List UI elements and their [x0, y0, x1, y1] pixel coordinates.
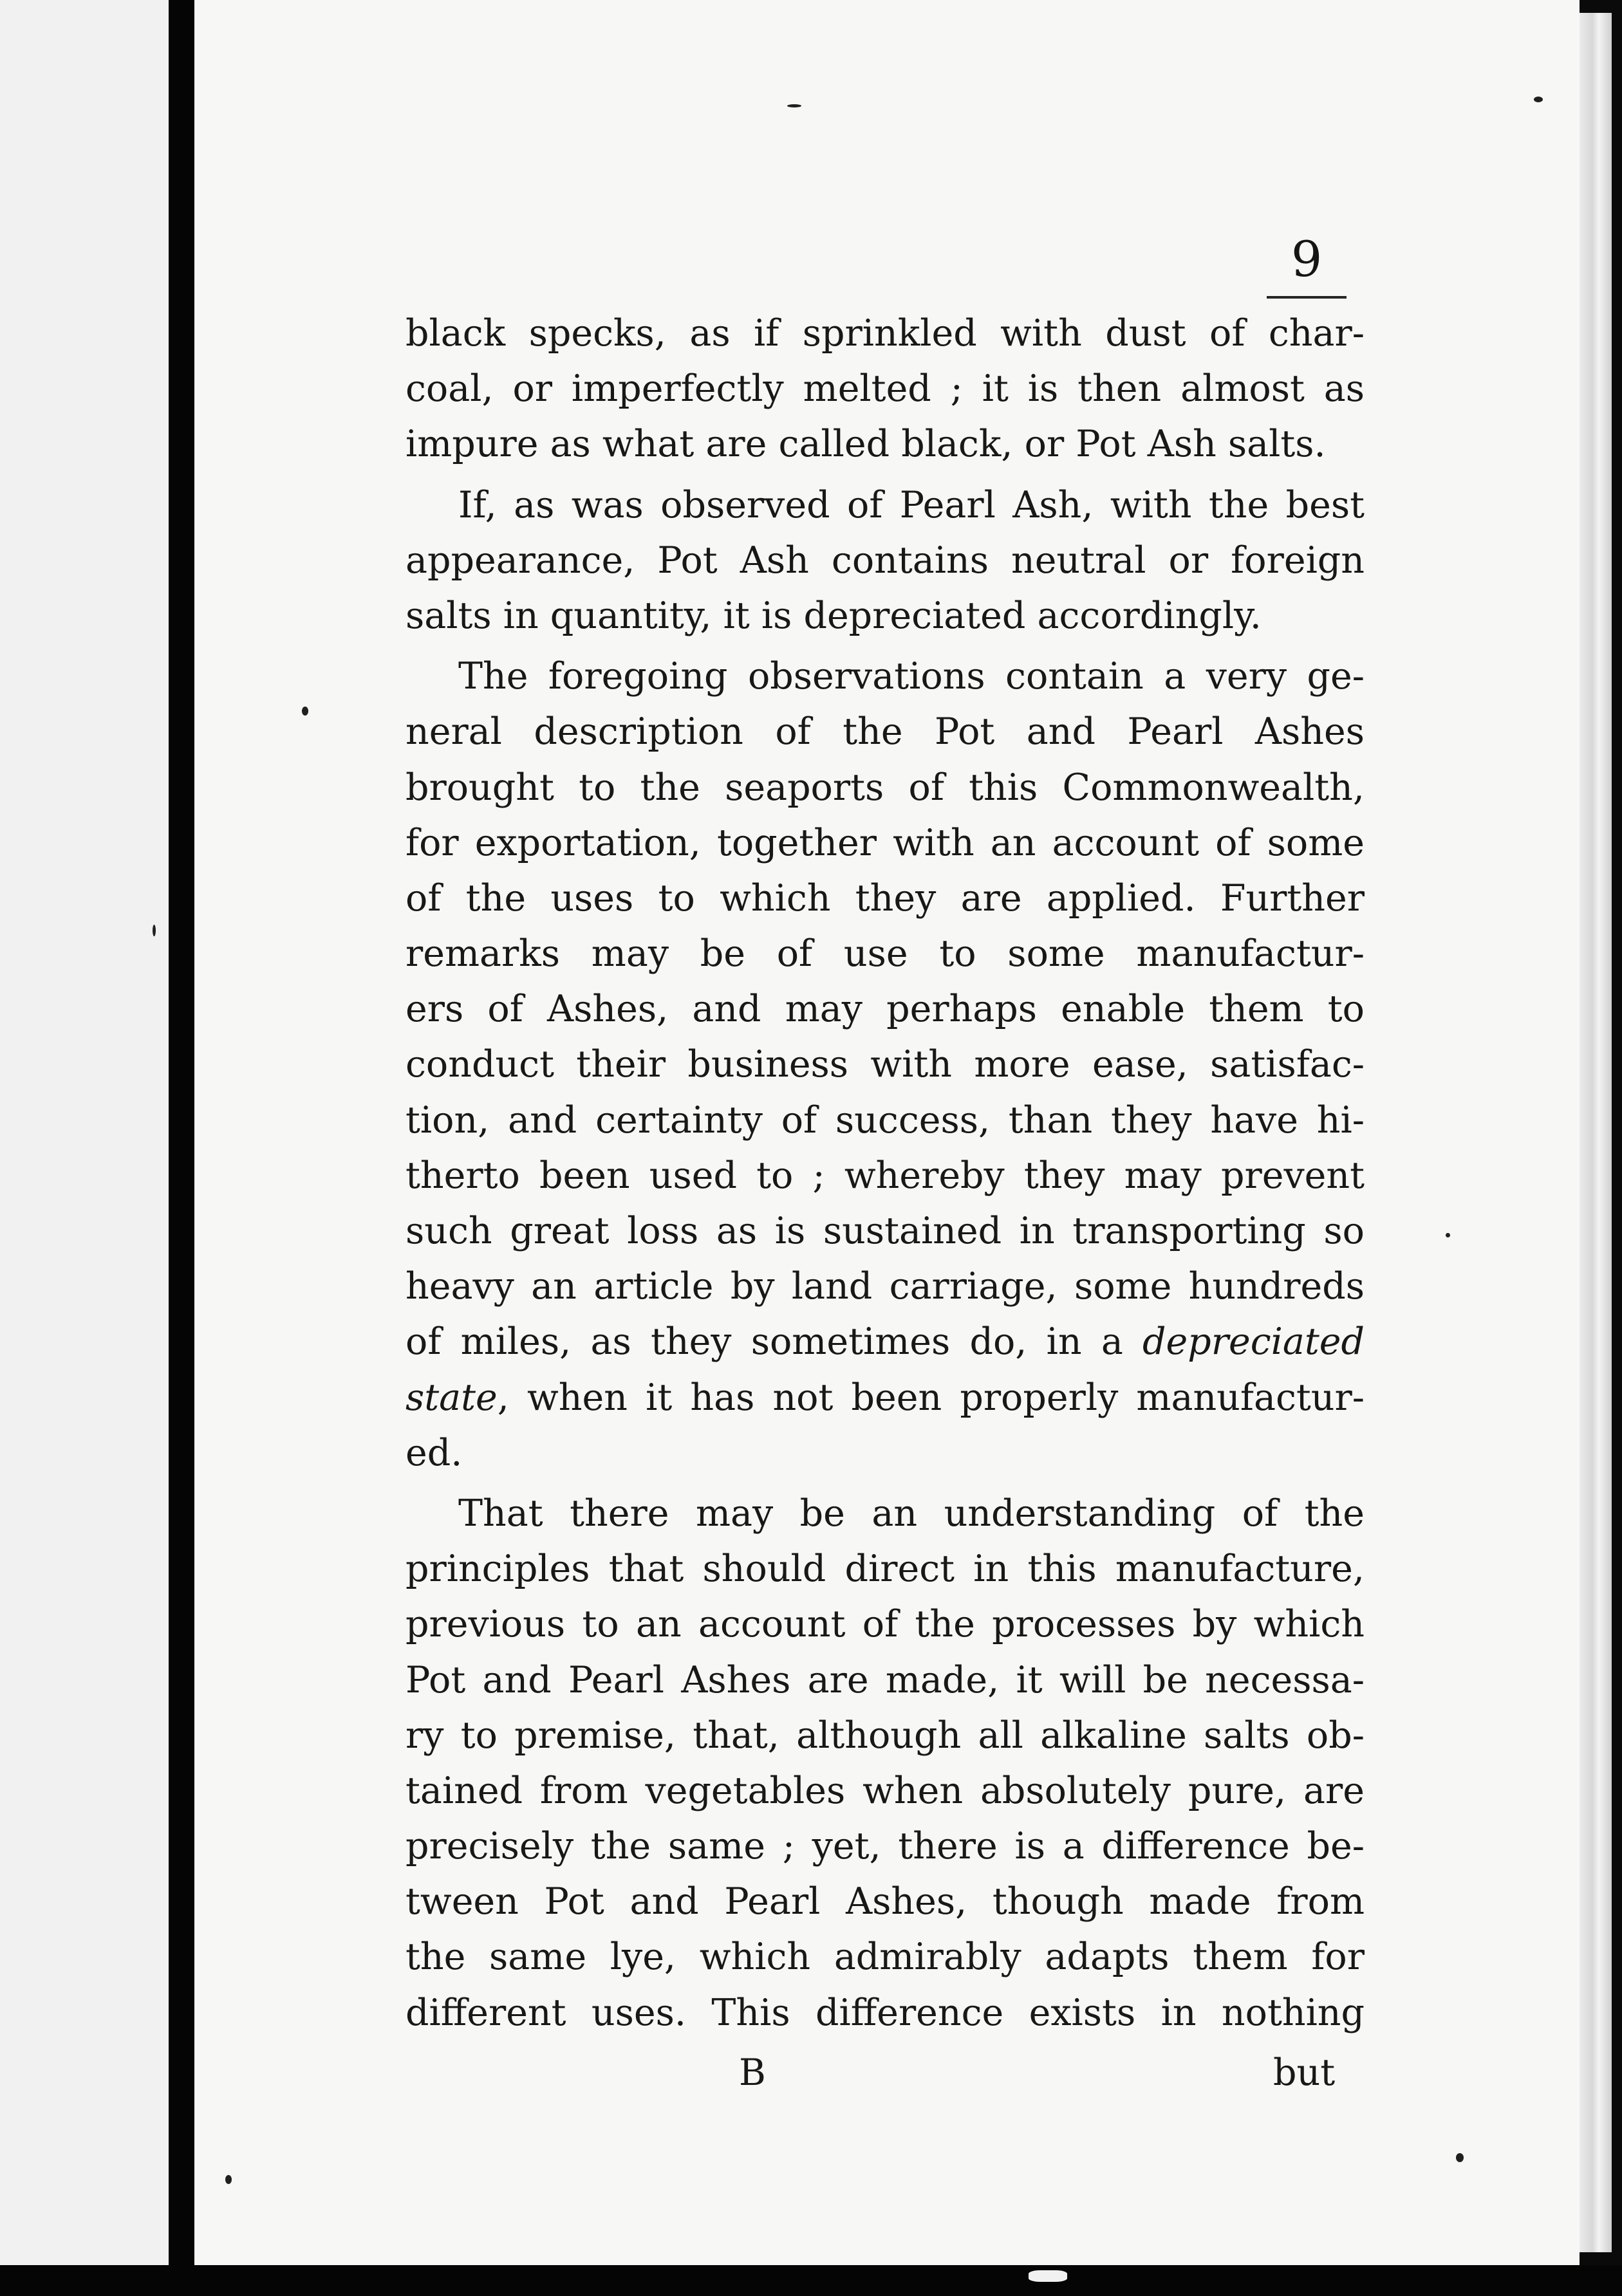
text-line: ers of Ashes, and may perhaps enable them to: [406, 988, 1365, 1031]
text-line: That there may be an understanding of the: [458, 1492, 1365, 1535]
text-line: tween Pot and Pearl Ashes, though made from: [406, 1880, 1365, 1923]
text-line-with-italic: [406, 1370, 1365, 1425]
text-line: appearance, Pot Ash contains neutral or foreign: [406, 539, 1365, 582]
text-line: tion, and certainty of success, than they have hi-: [406, 1098, 1365, 1142]
text-line: ed.: [406, 1431, 463, 1474]
italic-word: state: [406, 1376, 498, 1419]
scan-speck: [225, 2175, 232, 2184]
text-line: If, as was observed of Pearl Ash, with the best: [458, 483, 1365, 526]
catchword: but: [1273, 2051, 1336, 2094]
scan-speck: [787, 104, 801, 107]
scan-speck: [1446, 1233, 1450, 1237]
text-line: previous to an account of the processes by which: [406, 1603, 1365, 1646]
text-line: remarks may be of use to some manufactur-: [406, 932, 1365, 976]
text-line: therto been used to ; whereby they may prevent: [406, 1154, 1365, 1197]
signature-mark: B: [739, 2051, 766, 2094]
text-segment: , when it has not been properly manufactur-: [497, 1376, 1365, 1419]
text-line: of the uses to which they are applied. Further: [406, 876, 1365, 920]
text-line: the same lye, which admirably adapts them for: [406, 1936, 1365, 1979]
paragraph-gap: [406, 643, 1365, 649]
text-line: black specks, as if sprinkled with dust of char-: [406, 312, 1365, 355]
scan-speck: [302, 707, 308, 716]
paragraph-gap: [406, 1481, 1365, 1486]
text-line: ry to premise, that, although all alkaline salts ob-: [406, 1714, 1365, 1757]
text-line: impure as what are called black, or Pot Ash salts.: [406, 423, 1326, 466]
scan-speck: [153, 925, 156, 936]
text-line: brought to the seaports of this Commonwealth,: [406, 766, 1365, 809]
scan-speck-light: [1029, 2270, 1067, 2282]
scan-speck: [1456, 2153, 1464, 2162]
book-gutter: [169, 0, 194, 2296]
text-line: precisely the same ; yet, there is a difference be-: [406, 1825, 1365, 1868]
facing-page-edge: [0, 0, 171, 2265]
text-line-with-italic: [406, 1314, 1365, 1369]
paragraph-gap: [406, 472, 1365, 477]
scan-background-bottom: [0, 2265, 1622, 2296]
page-number-rule: [1267, 296, 1347, 299]
text-line: heavy an article by land carriage, some hundreds: [406, 1265, 1365, 1308]
text-line: principles that should direct in this manufacture,: [406, 1548, 1365, 1591]
text-line: different uses. This difference exists in nothing: [406, 1991, 1365, 2034]
body-text: [406, 306, 1365, 2041]
italic-word: depreciated: [1142, 1320, 1365, 1364]
text-line: salts in quantity, it is depreciated accordingly.: [406, 594, 1262, 637]
text-line: conduct their business with more ease, satisfac-: [406, 1043, 1365, 1086]
page-edge-stack: [1580, 13, 1612, 2252]
text-segment: of miles, as they sometimes do, in a: [406, 1320, 1123, 1364]
text-line: neral description of the Pot and Pearl Ashes: [406, 710, 1365, 754]
text-line: coal, or imperfectly melted ; it is then almost as: [406, 367, 1365, 411]
text-line: Pot and Pearl Ashes are made, it will be necessa-: [406, 1658, 1365, 1701]
text-line: for exportation, together with an account of some: [406, 821, 1365, 864]
text-line: tained from vegetables when absolutely pure, are: [406, 1769, 1365, 1812]
text-line: such great loss as is sustained in transporting so: [406, 1210, 1365, 1252]
scan-speck: [1534, 97, 1543, 102]
text-line: The foregoing observations contain a very ge-: [458, 655, 1365, 698]
page-number: 9: [1291, 230, 1323, 288]
